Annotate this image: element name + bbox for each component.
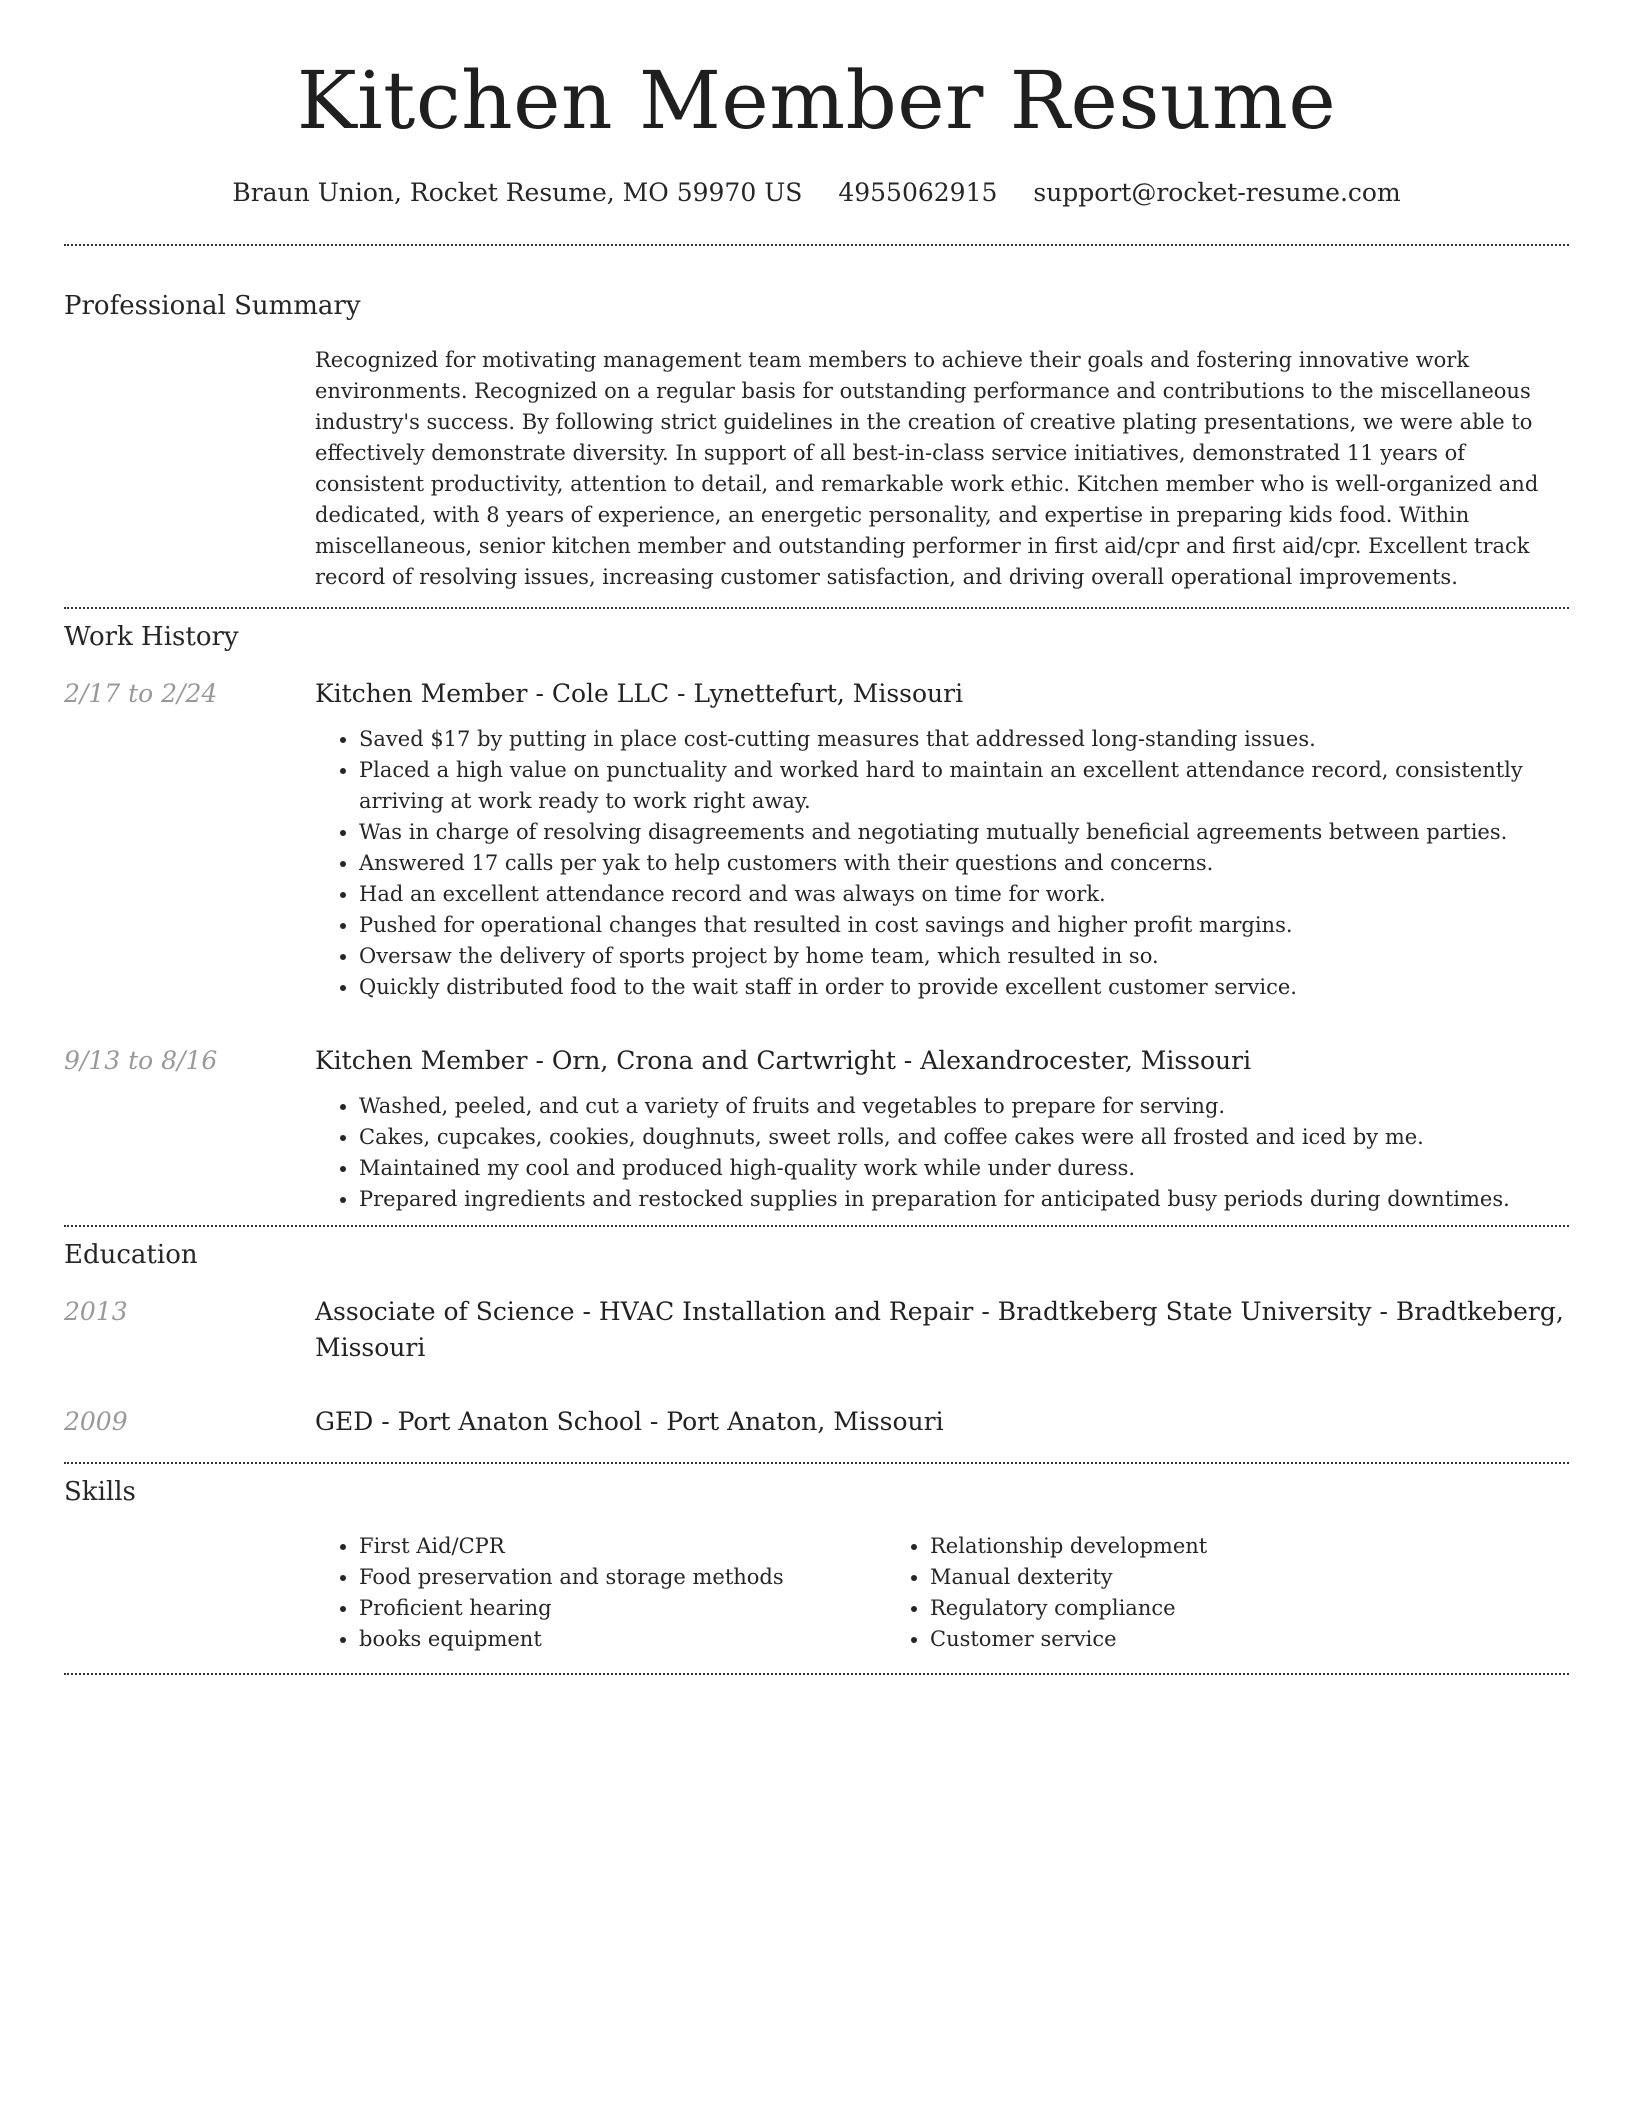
resume-page <box>64 0 1569 1675</box>
job-dates: 2/17 to 2/24 <box>64 679 218 708</box>
work-history-section <box>64 609 1569 1225</box>
job-bullets <box>315 1091 1569 1215</box>
job-bullets <box>315 724 1569 1003</box>
section-divider <box>64 244 1569 246</box>
job-bullet: • Cakes, cupcakes, cookies, doughnuts, sweet rolls, and coffee cakes were all frosted and iced by me. <box>359 1122 1569 1153</box>
education-heading: Education <box>64 1240 198 1270</box>
skills-columns <box>315 1531 1569 1655</box>
job-dates: 9/13 to 8/16 <box>64 1046 218 1075</box>
skills-list-left <box>315 1531 886 1655</box>
job-bullet: • Pushed for operational changes that resulted in cost savings and higher profit margins. <box>359 910 1569 941</box>
education-entry <box>64 1294 1569 1366</box>
job-bullet: • Had an excellent attendance record and was always on time for work. <box>359 879 1569 910</box>
job-title: Kitchen Member - Orn, Crona and Cartwright - Alexandrocester, Missouri <box>315 1046 1252 1075</box>
skill-item: • Regulatory compliance <box>930 1593 1457 1624</box>
job-bullet: • Answered 17 calls per yak to help customers with their questions and concerns. <box>359 848 1569 879</box>
job-entry <box>64 1043 1569 1215</box>
skill-item: • Customer service <box>930 1624 1457 1655</box>
skill-item: • Food preservation and storage methods <box>359 1562 886 1593</box>
job-entry <box>64 676 1569 1003</box>
contact-email: support@rocket-resume.com <box>1033 178 1401 207</box>
skills-list-right <box>886 1531 1457 1655</box>
summary-heading: Professional Summary <box>64 291 361 321</box>
job-bullet: • Prepared ingredients and restocked supplies in preparation for anticipated busy periods during downtimes. <box>359 1184 1569 1215</box>
education-year: 2013 <box>64 1297 128 1326</box>
job-bullet: • Saved $17 by putting in place cost-cutting measures that addressed long-standing issues. <box>359 724 1569 755</box>
section-divider <box>64 1673 1569 1675</box>
contact-line <box>64 176 1569 210</box>
skill-item: • Relationship development <box>930 1531 1457 1562</box>
skill-item: • books equipment <box>359 1624 886 1655</box>
job-bullet: • Quickly distributed food to the wait staff in order to provide excellent customer service. <box>359 972 1569 1003</box>
contact-phone: 4955062915 <box>838 178 998 207</box>
education-detail: Associate of Science - HVAC Installation and Repair - Bradtkeberg State University - Bradtkeberg, Missouri <box>315 1297 1564 1362</box>
resume-title: Kitchen Member Resume <box>296 54 1337 147</box>
job-bullet: • Maintained my cool and produced high-quality work while under duress. <box>359 1153 1569 1184</box>
skills-heading: Skills <box>64 1477 136 1507</box>
skills-section <box>64 1464 1569 1673</box>
education-detail: GED - Port Anaton School - Port Anaton, Missouri <box>315 1407 944 1436</box>
skill-item: • Proficient hearing <box>359 1593 886 1624</box>
education-entry <box>64 1404 1569 1440</box>
skill-item: • Manual dexterity <box>930 1562 1457 1593</box>
job-bullet: • Was in charge of resolving disagreements and negotiating mutually beneficial agreements between parties. <box>359 817 1569 848</box>
job-bullet: • Washed, peeled, and cut a variety of fruits and vegetables to prepare for serving. <box>359 1091 1569 1122</box>
job-bullet: • Oversaw the delivery of sports project by home team, which resulted in so. <box>359 941 1569 972</box>
job-title: Kitchen Member - Cole LLC - Lynettefurt, Missouri <box>315 679 964 708</box>
education-year: 2009 <box>64 1407 128 1436</box>
summary-text: Recognized for motivating management team members to achieve their goals and fostering innovative work environments. Recognized on a regular basis for outstanding performance and contributions to the miscellaneous industry's success. By following strict guidelines in the creation of creative plating presentations, we were able to effectively demonstrate diversity. In support of all best-in-class service initiatives, demonstrated 11 years of consistent productivity, attention to detail, and remarkable work ethic. Kitchen member who is well-organized and dedicated, with 8 years of experience, an energetic personality, and expertise in preparing kids food. Within miscellaneous, senior kitchen member and outstanding performer in first aid/cpr and first aid/cpr. Excellent track record of resolving issues, increasing customer satisfaction, and driving overall operational improvements. <box>315 348 1539 589</box>
contact-address: Braun Union, Rocket Resume, MO 59970 US <box>232 178 803 207</box>
work-history-heading: Work History <box>64 622 239 652</box>
job-bullet: • Placed a high value on punctuality and worked hard to maintain an excellent attendance record, consistently arriving at work ready to work right away. <box>359 755 1569 817</box>
skill-item: • First Aid/CPR <box>359 1531 886 1562</box>
education-section <box>64 1227 1569 1462</box>
